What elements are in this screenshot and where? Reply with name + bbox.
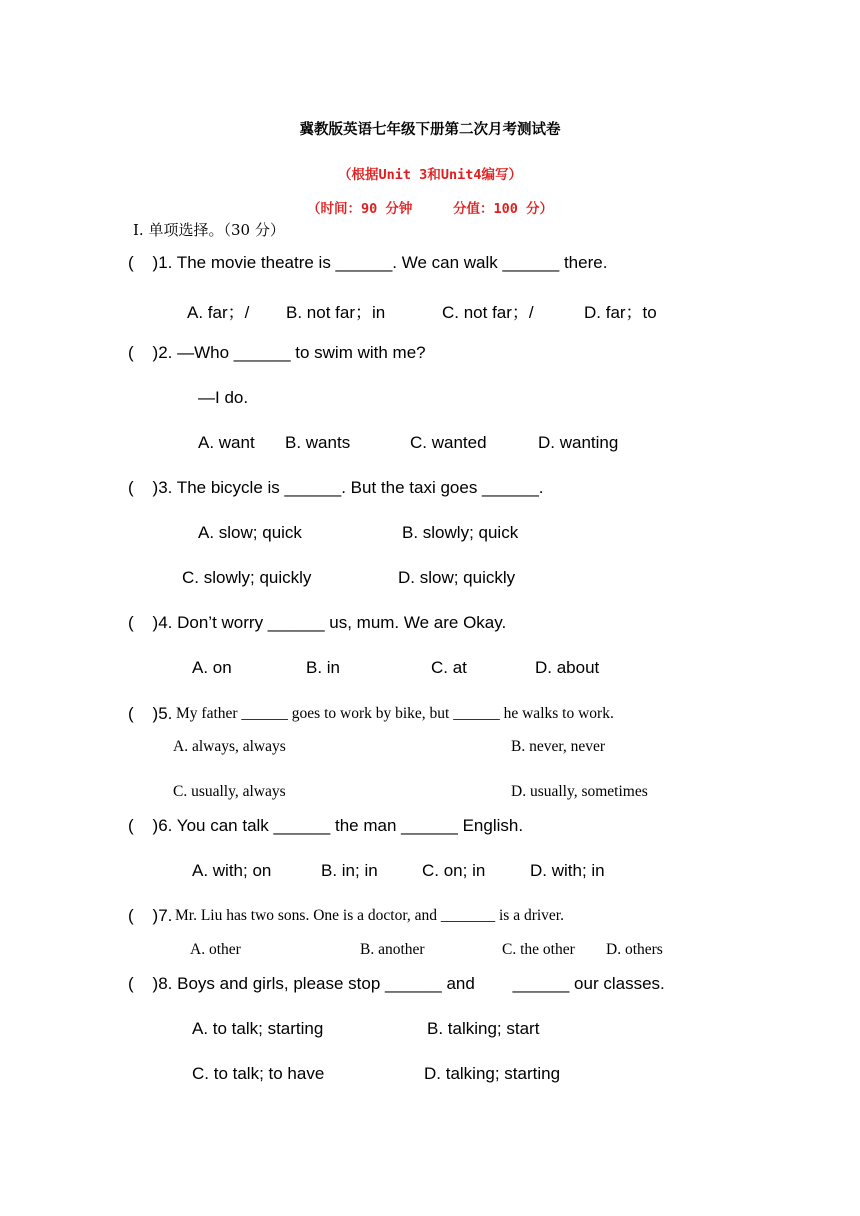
option-c: C. the other [502, 941, 575, 958]
option-a: A. on [192, 658, 232, 677]
question-stem: ( )8. Boys and girls, please stop ______ and ______ our classes. [128, 974, 665, 993]
option-b: B. not far；in [286, 303, 386, 322]
option-b: B. talking; start [427, 1019, 540, 1038]
option-c: C. slowly; quickly [182, 568, 312, 587]
option-d: D. others [606, 941, 663, 958]
option-c: C. at [431, 658, 467, 677]
option-a: A. always, always [173, 738, 286, 755]
question-stem: My father ______ goes to work by bike, but ______ he walks to work. [176, 705, 614, 722]
option-d: D. with; in [530, 861, 605, 880]
section-heading: Ⅰ. 单项选择。（30 分） [133, 221, 285, 239]
question-stem: ( )6. You can talk ______ the man ______ English. [128, 816, 524, 835]
option-a: A. with; on [192, 861, 272, 880]
option-a: A. want [198, 433, 255, 452]
option-d: D. far；to [584, 303, 657, 322]
option-b: B. another [360, 941, 425, 958]
option-c: C. to talk; to have [192, 1064, 325, 1083]
question-stem: ( )3. The bicycle is ______. But the taxi goes ______. [128, 478, 544, 497]
option-a: A. far；/ [187, 303, 250, 322]
exam-meta: （时间：90 分钟 分值：100 分） [306, 201, 554, 217]
question-stem: ( )4. Don’t worry ______ us, mum. We are Okay. [128, 613, 507, 632]
option-d: D. about [535, 658, 600, 677]
question-reply: —I do. [198, 388, 249, 407]
option-a: A. other [190, 941, 241, 958]
option-b: B. wants [285, 433, 351, 452]
question-stem: Mr. Liu has two sons. One is a doctor, and _______ is a driver. [175, 907, 564, 924]
option-a: A. to talk; starting [192, 1019, 324, 1038]
option-c: C. on; in [422, 861, 486, 880]
question-stem: ( )1. The movie theatre is ______. We can walk ______ there. [128, 253, 608, 272]
option-c: C. usually, always [173, 783, 286, 800]
option-b: B. slowly; quick [402, 523, 519, 542]
question-stem: ( )2. —Who ______ to swim with me? [128, 343, 426, 362]
page-subtitle: （根据Unit 3和Unit4编写） [338, 167, 522, 183]
option-d: D. usually, sometimes [511, 783, 648, 800]
question-number: ( )5. [128, 704, 173, 723]
option-b: B. in [306, 658, 341, 677]
option-d: D. slow; quickly [398, 568, 516, 587]
option-b: B. in; in [321, 861, 378, 880]
option-b: B. never, never [511, 738, 606, 755]
option-a: A. slow; quick [198, 523, 302, 542]
option-d: D. wanting [538, 433, 619, 452]
option-d: D. talking; starting [424, 1064, 561, 1083]
option-c: C. wanted [410, 433, 487, 452]
option-c: C. not far；/ [442, 303, 534, 322]
page-title: 冀教版英语七年级下册第二次月考测试卷 [299, 122, 561, 138]
question-number: ( )7. [128, 906, 173, 925]
